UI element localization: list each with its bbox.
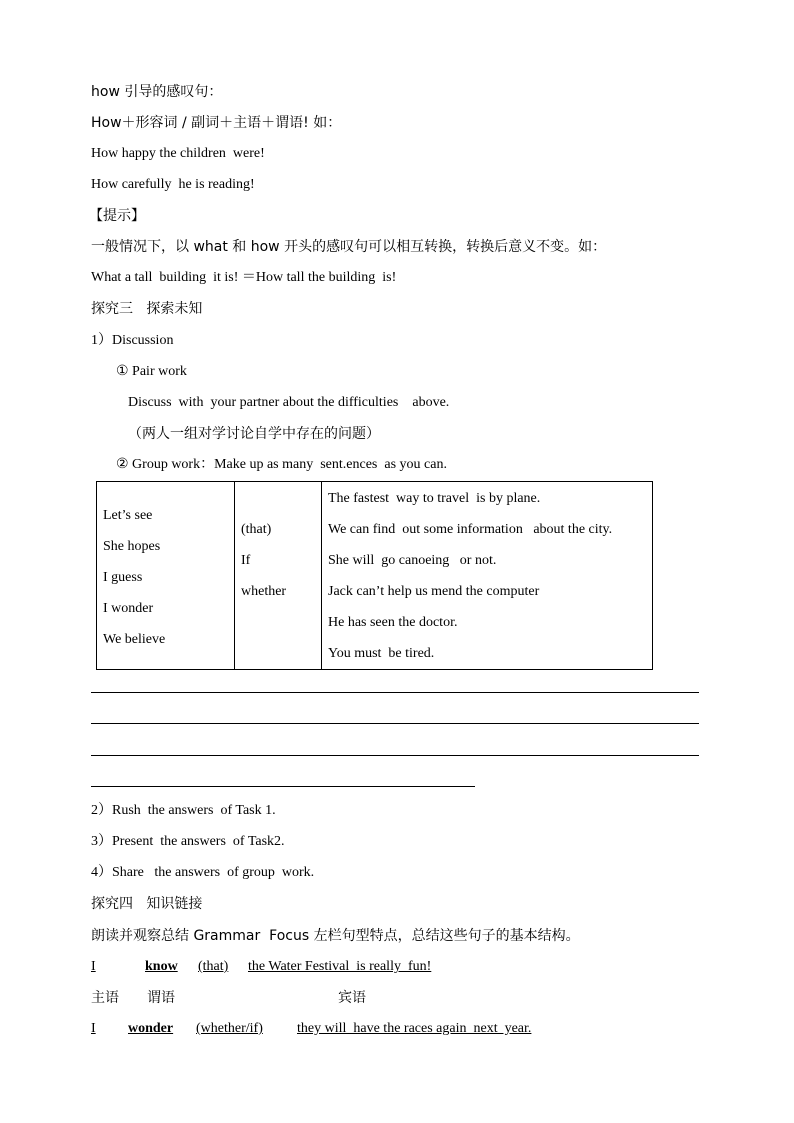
table-cell: (that) [241, 522, 272, 537]
sentence-table [96, 481, 653, 670]
task-3: 3）Present the answers of Task2. [91, 834, 285, 849]
example-know-sentence [0, 958, 794, 976]
pair-work: ① Pair work [116, 364, 187, 379]
line-example-1: How happy the children were! [91, 146, 265, 161]
answer-line[interactable] [91, 692, 699, 693]
answer-line[interactable] [91, 786, 475, 787]
table-col-main-clauses [97, 482, 235, 670]
table-cell: Let’s see [103, 508, 153, 523]
line-example-2: How carefully he is reading! [91, 177, 255, 192]
ex2-subject: I [91, 1021, 96, 1036]
table-cell: She will go canoeing or not. [328, 553, 497, 568]
line-tip-heading: 【提示】 [89, 208, 145, 224]
answer-line[interactable] [91, 723, 699, 724]
ex2-verb: wonder [128, 1021, 174, 1036]
table-cell: You must be tired. [328, 646, 435, 661]
discussion-heading: 1）Discussion [91, 333, 174, 348]
table-cell: We believe [103, 632, 166, 647]
ex1-clause: the Water Festival is really fun! [248, 959, 432, 974]
table-cell: He has seen the doctor. [328, 615, 458, 630]
group-work: ② Group work：Make up as many sent.ences as you can. [116, 457, 447, 472]
example-wonder-sentence [0, 1020, 794, 1038]
table-cell: I wonder [103, 601, 154, 616]
line-how-structure: How＋形容词 / 副词＋主语＋谓语! 如： [91, 115, 342, 131]
section3-heading: 探究三 探索未知 [91, 301, 203, 317]
pair-work-instruction: Discuss with your partner about the difficulties above. [128, 395, 450, 410]
table-cell: We can find out some information about the city. [328, 522, 613, 537]
table-cell: I guess [103, 570, 143, 585]
ex2-clause: they will have the races again next year. [297, 1021, 532, 1036]
pair-work-note: （两人一组对学讨论自学中存在的问题） [128, 426, 380, 442]
answer-line[interactable] [91, 755, 699, 756]
task-2: 2）Rush the answers of Task 1. [91, 803, 276, 818]
line-tip-text: 一般情况下，以 what 和 how 开头的感叹句可以相互转换，转换后意义不变。如： [91, 239, 607, 255]
role-predicate: 谓语 [147, 990, 175, 1006]
structure-roles [0, 988, 794, 1008]
section4-heading: 探究四 知识链接 [91, 896, 203, 912]
task-4: 4）Share the answers of group work. [91, 865, 315, 880]
table-cell: whether [241, 584, 287, 599]
table-col-conjunctions [235, 482, 322, 670]
line-how-intro: how 引导的感叹句： [91, 84, 223, 100]
section4-instruction: 朗读并观察总结 Grammar Focus 左栏句型特点，总结这些句子的基本结构。 [91, 928, 580, 944]
role-object: 宾语 [338, 990, 366, 1006]
role-subject: 主语 [91, 990, 119, 1006]
ex2-conj: (whether/if) [196, 1021, 263, 1036]
table-col-clauses [322, 482, 653, 670]
ex1-conj: (that) [198, 959, 229, 974]
ex1-verb: know [145, 959, 178, 974]
table-cell: The fastest way to travel is by plane. [328, 491, 541, 506]
line-tip-example: What a tall building it is! ＝How tall the building is! [91, 270, 397, 285]
table-cell: If [241, 553, 251, 568]
table-cell: She hopes [103, 539, 161, 554]
ex1-subject: I [91, 959, 96, 974]
table-cell: Jack can’t help us mend the computer [328, 584, 540, 599]
